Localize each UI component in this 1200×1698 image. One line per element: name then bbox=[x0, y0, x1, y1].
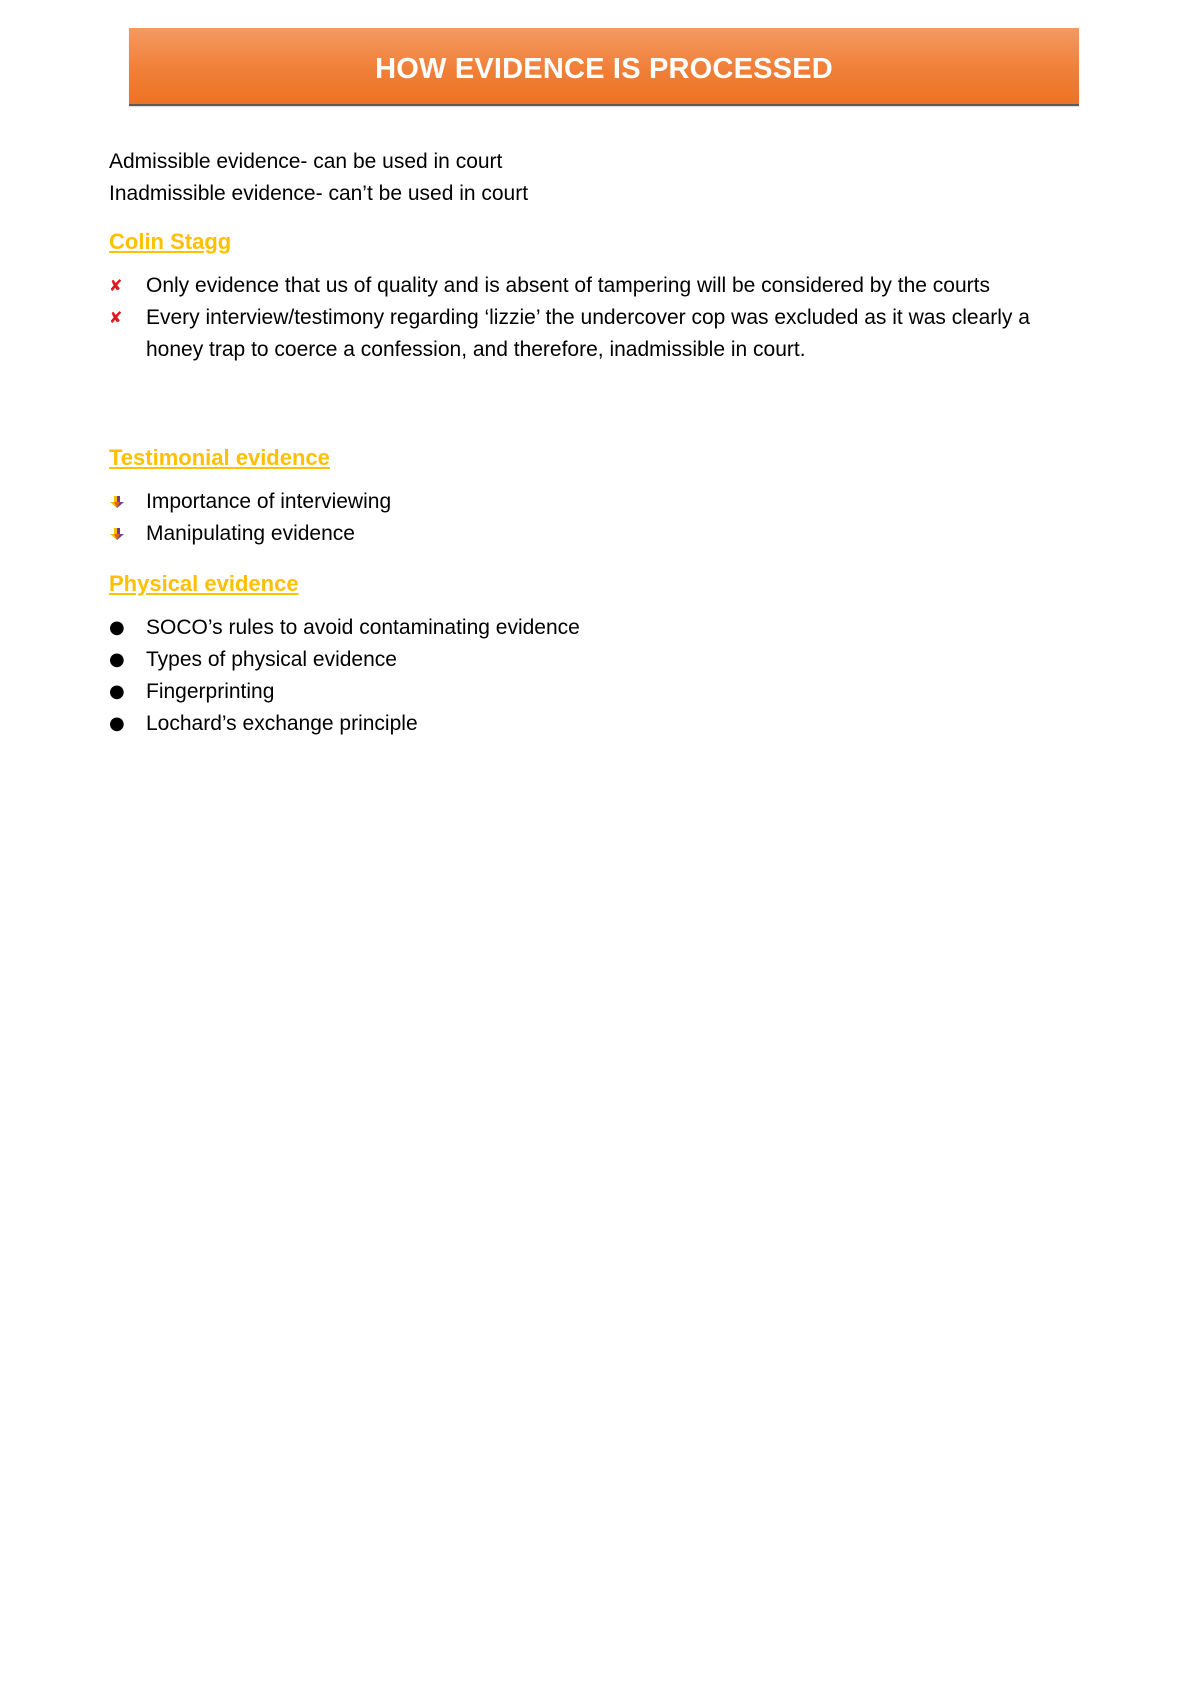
document-body bbox=[109, 146, 1089, 740]
physical-evidence-list bbox=[109, 612, 1089, 740]
list-item-text: Fingerprinting bbox=[146, 680, 275, 703]
list-item bbox=[109, 486, 1089, 518]
list-item bbox=[109, 518, 1089, 550]
list-item-text: Only evidence that us of quality and is absent of tampering will be considered by the courts bbox=[146, 274, 990, 297]
bullet-dot-icon: ● bbox=[109, 713, 125, 734]
section-heading-testimonial-evidence: Testimonial evidence bbox=[109, 445, 330, 470]
list-item-text: Importance of interviewing bbox=[146, 490, 392, 513]
list-item bbox=[109, 270, 1089, 302]
bullet-dot-icon: ● bbox=[109, 649, 125, 670]
bullet-dot-icon: ● bbox=[109, 617, 125, 638]
section-heading-physical-evidence: Physical evidence bbox=[109, 571, 299, 596]
title-banner bbox=[129, 28, 1079, 106]
arrow-down-icon bbox=[109, 518, 129, 550]
cross-icon: ✘ bbox=[109, 308, 123, 327]
intro-admissible: Admissible evidence- can be used in court bbox=[109, 150, 503, 173]
list-item-text: Every interview/testimony regarding ‘lizzie’ the undercover cop was excluded as it was clearly a honey trap to coerce a confession, and therefore, inadmissible in court. bbox=[146, 306, 1030, 361]
testimonial-evidence-list bbox=[109, 486, 1089, 550]
list-item bbox=[109, 676, 1089, 708]
list-item bbox=[109, 708, 1089, 740]
list-item-text: Lochard’s exchange principle bbox=[146, 712, 418, 735]
section-heading-colin-stagg: Colin Stagg bbox=[109, 229, 232, 254]
colin-stagg-list bbox=[109, 270, 1089, 366]
list-item-text: Manipulating evidence bbox=[146, 522, 355, 545]
list-item-text: SOCO’s rules to avoid contaminating evidence bbox=[146, 616, 580, 639]
list-item bbox=[109, 302, 1089, 366]
page-title: HOW EVIDENCE IS PROCESSED bbox=[375, 52, 833, 85]
cross-icon: ✘ bbox=[109, 276, 123, 295]
list-item-text: Types of physical evidence bbox=[146, 648, 397, 671]
arrow-down-icon bbox=[109, 486, 129, 518]
list-item bbox=[109, 644, 1089, 676]
list-item bbox=[109, 612, 1089, 644]
intro-inadmissible: Inadmissible evidence- can’t be used in court bbox=[109, 182, 529, 205]
bullet-dot-icon: ● bbox=[109, 681, 125, 702]
